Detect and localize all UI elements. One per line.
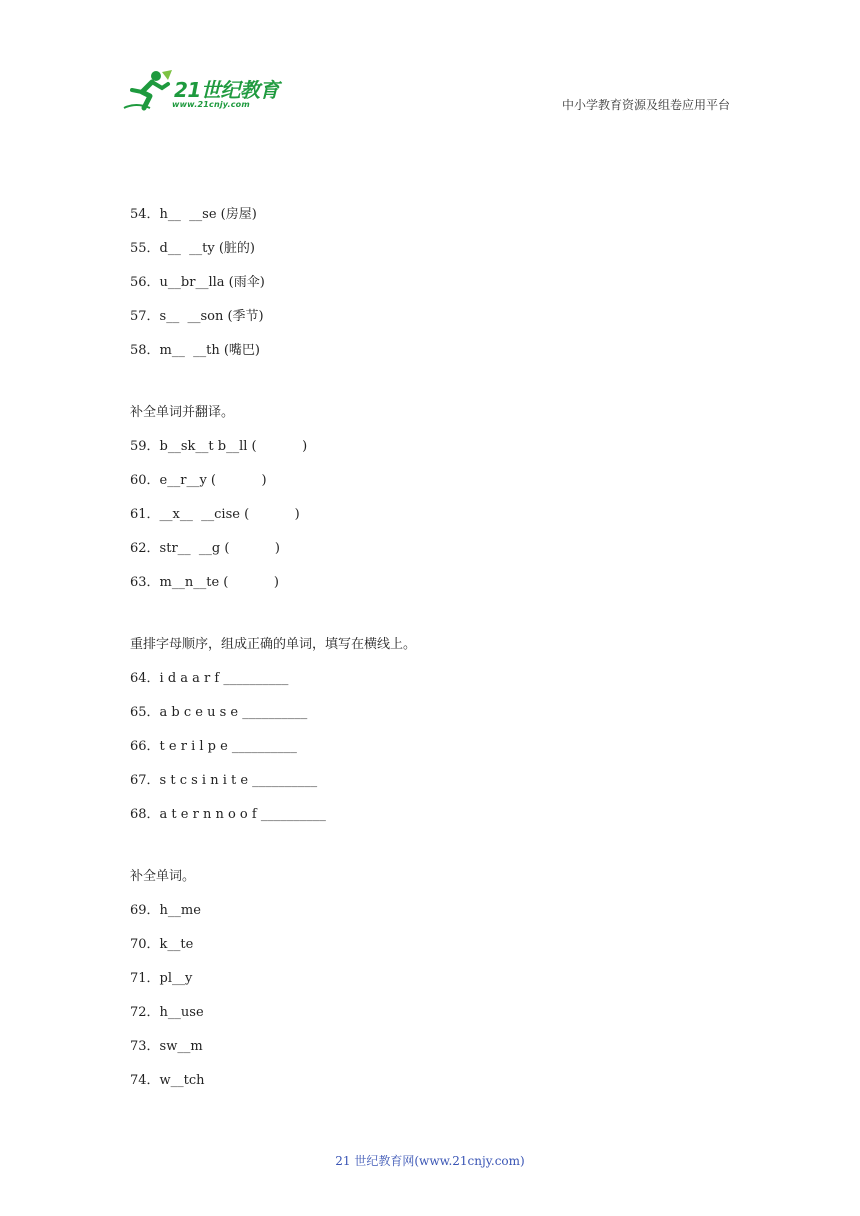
question-item: 60．e__r__y ( ) bbox=[130, 473, 267, 488]
question-item: 73．sw__m bbox=[130, 1039, 203, 1054]
header-tagline: 中小学教育资源及组卷应用平台 bbox=[561, 98, 730, 112]
page-footer[interactable]: 21 世纪教育网(www.21cnjy.com) bbox=[335, 1154, 525, 1168]
question-item: 58．m__ __th (嘴巴) bbox=[130, 343, 261, 358]
question-item: 57．s__ __son (季节) bbox=[130, 309, 264, 324]
exercise-content bbox=[130, 200, 750, 1100]
logo-url: www.21cnjy.com bbox=[172, 100, 250, 109]
question-item: 68．a t e r n n o o f __________ bbox=[130, 807, 326, 822]
question-item: 63．m__n__te ( ) bbox=[130, 575, 279, 590]
question-item: 64．i d a a r f __________ bbox=[130, 671, 289, 686]
question-item: 59．b__sk__t b__ll ( ) bbox=[130, 439, 308, 454]
question-item: 56．u__br__lla (雨伞) bbox=[130, 275, 265, 290]
question-item: 65．a b c e u s e __________ bbox=[130, 705, 308, 720]
question-item: 70．k__te bbox=[130, 937, 194, 952]
question-item: 61．__x__ __cise ( ) bbox=[130, 507, 300, 522]
question-group-3 bbox=[130, 664, 750, 834]
question-item: 55．d__ __ty (脏的) bbox=[130, 241, 255, 256]
question-item: 62．str__ __g ( ) bbox=[130, 541, 280, 556]
question-group-4 bbox=[130, 896, 750, 1100]
question-item: 69．h__me bbox=[130, 903, 201, 918]
question-item: 54．h__ __se (房屋) bbox=[130, 207, 257, 222]
question-item: 67．s t c s i n i t e __________ bbox=[130, 773, 318, 788]
logo-text: 21世纪教育 bbox=[174, 78, 279, 102]
question-group-2 bbox=[130, 432, 750, 602]
section-title: 补全单词。 bbox=[130, 869, 196, 884]
runner-icon bbox=[122, 68, 174, 114]
question-item: 72．h__use bbox=[130, 1005, 204, 1020]
question-item: 71．pl__y bbox=[130, 971, 193, 986]
page-header bbox=[0, 0, 860, 130]
question-item: 74．w__tch bbox=[130, 1073, 205, 1088]
question-group-1 bbox=[130, 200, 750, 370]
section-title: 补全单词并翻译。 bbox=[130, 405, 235, 420]
site-logo[interactable] bbox=[122, 68, 292, 118]
question-item: 66．t e r i l p e __________ bbox=[130, 739, 297, 754]
section-title: 重排字母顺序，组成正确的单词，填写在横线上。 bbox=[130, 637, 417, 652]
